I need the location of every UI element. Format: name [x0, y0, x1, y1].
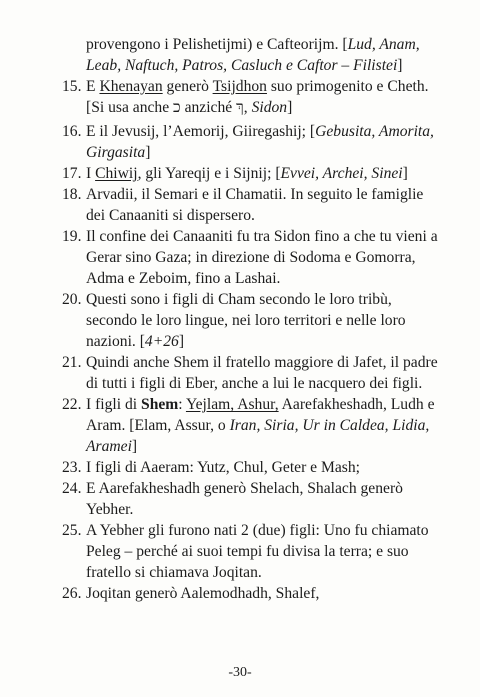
- text-run: :: [178, 396, 186, 413]
- text-run: Il confine dei Canaaniti fu tra Sidon fino a che tu vieni a Gerar sino Gaza; in direzione di Sodoma e Gomorra, Adma e Zeboim, fino a Lashai.: [86, 228, 438, 287]
- verse-18: [62, 184, 440, 226]
- verse-22: [62, 394, 440, 457]
- text-run: Joqitan generò Aalemodhadh, Shalef,: [86, 585, 320, 602]
- verse-number: 25.: [62, 522, 82, 539]
- underlined-name: Tsijdhon: [212, 78, 267, 95]
- verse-25: [62, 520, 440, 583]
- text-run: Questi sono i figli di Cham secondo le loro tribù, secondo le loro lingue, nei loro territori e nelle loro nazioni. [: [86, 291, 406, 350]
- verse-number: 24.: [62, 480, 82, 497]
- text-run: I: [86, 165, 96, 182]
- verse-text-block: [62, 34, 440, 604]
- italic-text: Sidon: [251, 99, 288, 116]
- text-run: generò: [162, 78, 213, 95]
- verse-16: [62, 121, 440, 163]
- hebrew-letter: כ: [173, 99, 181, 116]
- text-run: , gli Yareqij e i Sijnij; [: [137, 165, 281, 182]
- verse-20: [62, 289, 440, 352]
- verse-number: 26.: [62, 585, 82, 602]
- verse-number: 16.: [62, 123, 82, 140]
- text-run: E il Jevusij, l’Aemorij, Giiregashij; [: [86, 123, 316, 140]
- verse-26: [62, 583, 440, 604]
- verse-number: 20.: [62, 291, 82, 308]
- verse-17: [62, 163, 440, 184]
- italic-text: Iran, Siria, Ur in Caldea, Lidia, Aramei: [86, 417, 430, 455]
- verse-number: 19.: [62, 228, 82, 245]
- underlined-name: Chiwij: [95, 165, 138, 182]
- text-run: Quindi anche Shem il fratello maggiore di Jafet, il padre di tutti i figli di Eber, anche a lui le nacquero dei figli.: [86, 354, 438, 392]
- text-run: A Yebher gli furono nati 2 (due) figli: Uno fu chiamato Peleg – perché ai suoi tempi fu divisa la terra; e suo fratello si chiamava Joqitan.: [86, 522, 429, 581]
- verse-21: [62, 352, 440, 394]
- text-run: ]: [131, 438, 138, 455]
- text-run: provengono i Pelishetijmi) e Cafteorijm. [: [86, 36, 348, 53]
- underlined-name: Khenayan: [99, 78, 163, 95]
- text-run: ]: [287, 99, 293, 116]
- text-run: ]: [402, 165, 408, 182]
- italic-text: Lud, Anam, Leab, Naftuch, Patros, Casluch e Caftor – Filistei: [86, 36, 420, 74]
- text-run: E Aarefakheshadh generò Shelach, Shalach generò Yebher.: [86, 480, 403, 518]
- bold-name: Shem: [141, 396, 179, 413]
- text-run: Arvadii, il Semari e il Chamatii. In seguito le famiglie dei Canaaniti si dispersero.: [86, 186, 424, 224]
- text-run: Aarefakheshadh, Ludh e Aram. [Elam, Assur, o: [86, 396, 435, 434]
- italic-text: 4+26: [144, 333, 179, 350]
- page-number: -30-: [228, 665, 252, 680]
- text-run: ]: [145, 144, 151, 161]
- verse-14-continuation: [62, 34, 440, 76]
- verse-number: 18.: [62, 186, 82, 203]
- text-run: I figli di Aaeram: Yutz, Chul, Geter e Mash;: [86, 459, 360, 476]
- verse-15: [62, 76, 440, 118]
- underlined-name: Yejlam, Ashur,: [185, 396, 279, 413]
- text-run: ,: [243, 99, 252, 116]
- verse-23: [62, 457, 440, 478]
- verse-number: 23.: [62, 459, 82, 476]
- verse-number: 17.: [62, 165, 82, 182]
- hebrew-letter: ךְ: [236, 99, 244, 116]
- italic-text: Gebusita, Amorita, Girgasita: [86, 123, 434, 161]
- text-run: E: [86, 78, 100, 95]
- verse-24: [62, 478, 440, 520]
- verse-number: 15.: [62, 78, 82, 95]
- verse-number: 21.: [62, 354, 82, 371]
- text-run: anziché: [180, 99, 237, 116]
- text-run: ]: [178, 333, 185, 350]
- text-run: I figli di: [86, 396, 142, 413]
- text-run: suo primogenito e Cheth. [Si usa anche: [86, 78, 429, 116]
- text-run: ]: [397, 57, 403, 74]
- italic-text: Evvei, Archei, Sinei: [280, 165, 403, 182]
- verse-19: [62, 226, 440, 289]
- verse-number: 22.: [62, 396, 82, 413]
